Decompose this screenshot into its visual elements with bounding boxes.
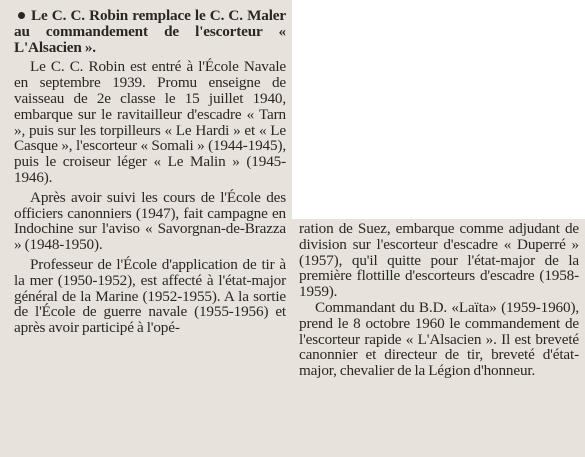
paragraph-indochina: Après avoir suivi les cours de l'École des officiers canonniers (1947), fait campagne en Indochine sur l'aviso « Savorgnan-de-Brazza » (1948-1950). [14,188,286,254]
article-headline [14,8,286,55]
paragraph-command: Commandant du B.D. «Laïta» (1959-1960), prend le 8 octobre 1960 le commandement de l'escorteur rapide « L'Alsacien ». Il est breveté canonnier et directeur de tir, breveté d'état-major, chevalier de la Légion d'honneur. [299,298,579,380]
paragraph-career-start: Le C. C. Robin est entré à l'École Navale en septembre 1939. Promu enseigne de vaisseau de 2e classe le 15 juillet 1940, embarque sur le ravitailleur d'escadre « Tarn », puis sur les torpilleurs « Le Hardi » et « Le Casque », l'escorteur « Somali » (1944-1945), puis le croiseur léger « Le Malin » (1945-1946). [14,58,286,186]
paragraph-suez: ration de Suez, embarque comme adjudant de division sur l'escorteur d'escadre « Duperré » (1957), qu'il quitte pour l'état-major de la première flottille d'escorteurs d'escadre (1958-1959). [299,220,579,301]
right-column-clipping [292,219,585,457]
headline-text: Le C. C. Robin remplace le C. C. Maler au commandement de l'escorteur « L'Alsacien ». [14,7,286,56]
paragraph-professor: Professeur de l'École d'application de tir à la mer (1950-1952), est affecté à l'état-major général de la Marine (1952-1955). A la sortie de l'École de guerre navale (1955-1956) et après avoir participé à l'opé- [14,255,286,337]
bullet-icon [18,12,25,19]
left-column-clipping [0,0,292,457]
